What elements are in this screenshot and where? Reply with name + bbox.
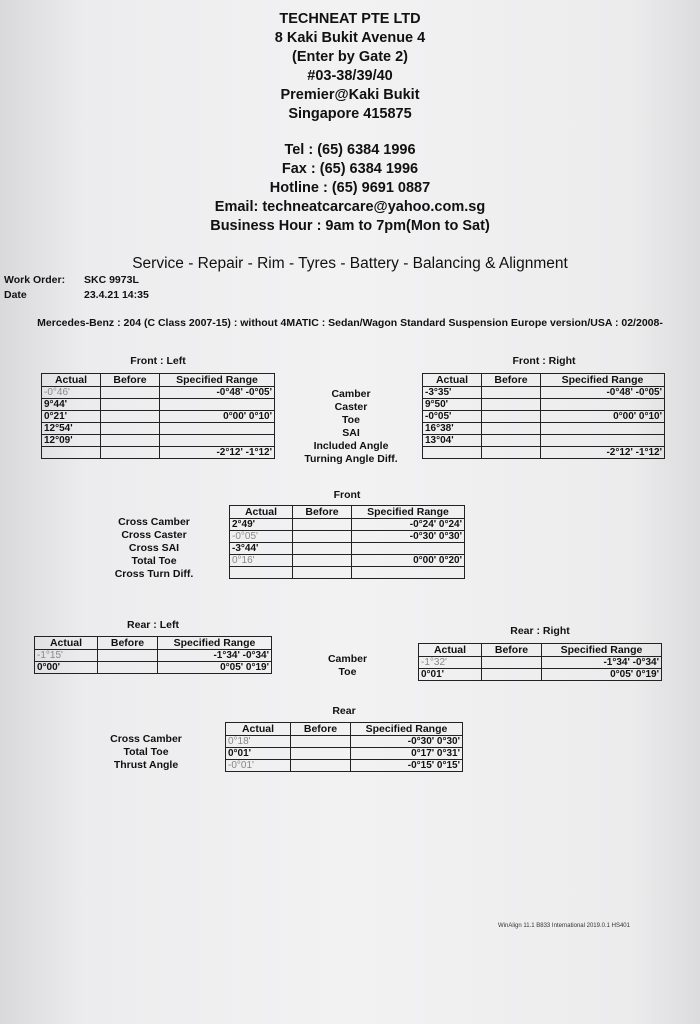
cell-actual bbox=[423, 447, 482, 459]
company-name: TECHNEAT PTE LTD bbox=[279, 11, 421, 27]
table-row bbox=[42, 399, 275, 411]
cell-actual: -0°01' bbox=[226, 760, 291, 772]
label-camber: Camber bbox=[331, 388, 371, 400]
cell-actual: -0°05' bbox=[230, 531, 293, 543]
cell-actual: 9°44' bbox=[42, 399, 101, 411]
cell-before bbox=[101, 399, 160, 411]
cell-before bbox=[101, 387, 160, 399]
cell-range: 0°00' 0°20' bbox=[352, 555, 465, 567]
cell-actual: 0°01' bbox=[419, 669, 482, 681]
work-order-value: SKC 9973L bbox=[84, 274, 139, 286]
cell-range: -0°48' -0°05' bbox=[541, 387, 665, 399]
label-caster: Caster bbox=[334, 401, 368, 413]
rear-right-table bbox=[418, 643, 662, 681]
cell-range: -2°12' -1°12' bbox=[541, 447, 665, 459]
label-included-angle: Included Angle bbox=[313, 440, 389, 452]
table-row bbox=[230, 567, 465, 579]
cell-before bbox=[482, 387, 541, 399]
label-toe: Toe bbox=[342, 414, 360, 426]
cell-before bbox=[293, 543, 352, 555]
table-row bbox=[42, 447, 275, 459]
cell-actual: 0°16' bbox=[230, 555, 293, 567]
cell-actual: 16°38' bbox=[423, 423, 482, 435]
col-actual: Actual bbox=[35, 637, 98, 650]
hotline-line: Hotline : (65) 9691 0887 bbox=[269, 180, 431, 196]
cell-actual: 0°18' bbox=[226, 736, 291, 748]
col-actual: Actual bbox=[42, 374, 101, 387]
cell-range: -0°15' 0°15' bbox=[351, 760, 463, 772]
cell-actual bbox=[42, 447, 101, 459]
label-cross-caster: Cross Caster bbox=[121, 529, 187, 541]
col-actual: Actual bbox=[226, 723, 291, 736]
address-line-3: #03-38/39/40 bbox=[307, 68, 393, 84]
table-row bbox=[423, 423, 665, 435]
col-actual: Actual bbox=[423, 374, 482, 387]
cell-actual: -0°05' bbox=[423, 411, 482, 423]
services-line: Service - Repair - Rim - Tyres - Battery - Balancing & Alignment bbox=[132, 255, 568, 272]
table-row bbox=[419, 657, 662, 669]
label-cross-camber: Cross Camber bbox=[110, 733, 182, 745]
cell-before bbox=[291, 736, 351, 748]
cell-actual: 12°54' bbox=[42, 423, 101, 435]
label-thrust-angle: Thrust Angle bbox=[113, 759, 179, 771]
cell-before bbox=[293, 531, 352, 543]
cell-actual: -1°32' bbox=[419, 657, 482, 669]
cell-range bbox=[352, 567, 465, 579]
cell-before bbox=[293, 519, 352, 531]
table-row bbox=[226, 748, 463, 760]
rear-cross-labels bbox=[94, 733, 198, 772]
address-line-1: 8 Kaki Bukit Avenue 4 bbox=[274, 30, 426, 46]
table-row bbox=[35, 662, 272, 674]
date-row bbox=[4, 289, 149, 301]
cell-before bbox=[482, 423, 541, 435]
cell-range bbox=[160, 435, 275, 447]
address-line-5: Singapore 415875 bbox=[288, 106, 412, 122]
address-line-2: (Enter by Gate 2) bbox=[291, 49, 409, 65]
cell-before bbox=[482, 447, 541, 459]
cell-before bbox=[482, 669, 542, 681]
cell-before bbox=[101, 435, 160, 447]
work-order-row bbox=[4, 274, 139, 286]
col-range: Specified Range bbox=[352, 506, 465, 519]
cell-range: 0°00' 0°10' bbox=[160, 411, 275, 423]
col-range: Specified Range bbox=[542, 644, 662, 657]
table-row bbox=[226, 736, 463, 748]
cell-before bbox=[291, 748, 351, 760]
cell-before bbox=[98, 650, 158, 662]
cell-range: 0°17' 0°31' bbox=[351, 748, 463, 760]
cell-actual: 13°04' bbox=[423, 435, 482, 447]
front-right-title: Front : Right bbox=[512, 355, 576, 367]
cell-range: 0°05' 0°19' bbox=[542, 669, 662, 681]
label-camber: Camber bbox=[327, 653, 368, 665]
cell-actual: 0°21' bbox=[42, 411, 101, 423]
table-row bbox=[423, 387, 665, 399]
label-cross-turn-diff: Cross Turn Diff. bbox=[114, 568, 194, 580]
tel-line: Tel : (65) 6384 1996 bbox=[284, 142, 416, 158]
table-row bbox=[42, 423, 275, 435]
table-row bbox=[230, 543, 465, 555]
cell-before bbox=[101, 423, 160, 435]
cell-before bbox=[98, 662, 158, 674]
fax-line: Fax : (65) 6384 1996 bbox=[281, 161, 419, 177]
front-left-table bbox=[41, 373, 275, 459]
cell-actual: 9°50' bbox=[423, 399, 482, 411]
business-hours-line: Business Hour : 9am to 7pm(Mon to Sat) bbox=[210, 218, 490, 234]
col-before: Before bbox=[101, 374, 160, 387]
cell-before bbox=[293, 555, 352, 567]
rear-left-title: Rear : Left bbox=[127, 619, 179, 631]
cell-range: -1°34' -0°34' bbox=[158, 650, 272, 662]
cell-range bbox=[541, 435, 665, 447]
email-line: Email: techneatcarcare@yahoo.com.sg bbox=[214, 199, 486, 215]
cell-actual: 0°00' bbox=[35, 662, 98, 674]
cell-actual: -0°46' bbox=[42, 387, 101, 399]
date-value: 23.4.21 14:35 bbox=[84, 289, 149, 301]
front-left-title: Front : Left bbox=[130, 355, 186, 367]
label-total-toe: Total Toe bbox=[131, 555, 177, 567]
cell-before bbox=[291, 760, 351, 772]
col-range: Specified Range bbox=[351, 723, 463, 736]
rear-right-title: Rear : Right bbox=[510, 625, 570, 637]
table-row bbox=[35, 650, 272, 662]
table-row bbox=[423, 399, 665, 411]
front-cross-labels bbox=[100, 516, 208, 581]
company-header bbox=[0, 10, 700, 236]
col-range: Specified Range bbox=[160, 374, 275, 387]
label-sai: SAI bbox=[342, 427, 360, 439]
table-row bbox=[230, 531, 465, 543]
vehicle-description: Mercedes-Benz : 204 (C Class 2007-15) : without 4MATIC : Sedan/Wagon Standard Suspension Europe version/USA : 02/2008- bbox=[37, 317, 663, 329]
table-row bbox=[42, 435, 275, 447]
rear-left-table bbox=[34, 636, 272, 674]
cell-range bbox=[541, 399, 665, 411]
col-before: Before bbox=[482, 644, 542, 657]
col-before: Before bbox=[293, 506, 352, 519]
col-before: Before bbox=[291, 723, 351, 736]
cell-range: -1°34' -0°34' bbox=[542, 657, 662, 669]
cell-before bbox=[101, 411, 160, 423]
rear-row-labels bbox=[290, 653, 405, 679]
col-range: Specified Range bbox=[541, 374, 665, 387]
label-cross-sai: Cross SAI bbox=[128, 542, 180, 554]
cell-actual: 2°49' bbox=[230, 519, 293, 531]
col-before: Before bbox=[98, 637, 158, 650]
cell-actual bbox=[230, 567, 293, 579]
work-order-label: Work Order: bbox=[4, 274, 66, 286]
cell-before bbox=[101, 447, 160, 459]
col-actual: Actual bbox=[230, 506, 293, 519]
rear-cross-title: Rear bbox=[332, 705, 356, 717]
front-right-table bbox=[422, 373, 665, 459]
cell-before bbox=[482, 399, 541, 411]
cell-range: 0°00' 0°10' bbox=[541, 411, 665, 423]
table-row bbox=[42, 411, 275, 423]
rear-cross-table bbox=[225, 722, 463, 772]
cell-actual: -1°15' bbox=[35, 650, 98, 662]
col-range: Specified Range bbox=[158, 637, 272, 650]
cell-range bbox=[160, 423, 275, 435]
label-toe: Toe bbox=[338, 666, 357, 678]
cell-range: -0°24' 0°24' bbox=[352, 519, 465, 531]
table-row bbox=[423, 447, 665, 459]
software-footer: WinAlign 11.1 B833 International 2019.0.1 HS401 bbox=[498, 923, 630, 929]
table-row bbox=[419, 669, 662, 681]
cell-range: -0°30' 0°30' bbox=[352, 531, 465, 543]
cell-range bbox=[541, 423, 665, 435]
cell-range: -0°48' -0°05' bbox=[160, 387, 275, 399]
cell-actual: 12°09' bbox=[42, 435, 101, 447]
col-before: Before bbox=[482, 374, 541, 387]
label-total-toe: Total Toe bbox=[123, 746, 169, 758]
address-line-4: Premier@Kaki Bukit bbox=[280, 87, 420, 103]
table-row bbox=[423, 435, 665, 447]
cell-actual: -3°44' bbox=[230, 543, 293, 555]
cell-before bbox=[482, 411, 541, 423]
front-cross-table bbox=[229, 505, 465, 579]
label-cross-camber: Cross Camber bbox=[118, 516, 190, 528]
cell-actual: 0°01' bbox=[226, 748, 291, 760]
cell-range bbox=[352, 543, 465, 555]
col-actual: Actual bbox=[419, 644, 482, 657]
cell-before bbox=[482, 657, 542, 669]
table-row bbox=[230, 519, 465, 531]
cell-actual: -3°35' bbox=[423, 387, 482, 399]
cell-range: 0°05' 0°19' bbox=[158, 662, 272, 674]
cell-before bbox=[293, 567, 352, 579]
front-row-labels bbox=[281, 388, 421, 466]
table-row bbox=[226, 760, 463, 772]
cell-range bbox=[160, 399, 275, 411]
table-row bbox=[42, 387, 275, 399]
table-row bbox=[230, 555, 465, 567]
date-label: Date bbox=[4, 289, 27, 301]
label-turning-angle-diff: Turning Angle Diff. bbox=[304, 453, 398, 465]
cell-range: -2°12' -1°12' bbox=[160, 447, 275, 459]
cell-before bbox=[482, 435, 541, 447]
table-row bbox=[423, 411, 665, 423]
front-cross-title: Front bbox=[333, 489, 361, 501]
cell-range: -0°30' 0°30' bbox=[351, 736, 463, 748]
